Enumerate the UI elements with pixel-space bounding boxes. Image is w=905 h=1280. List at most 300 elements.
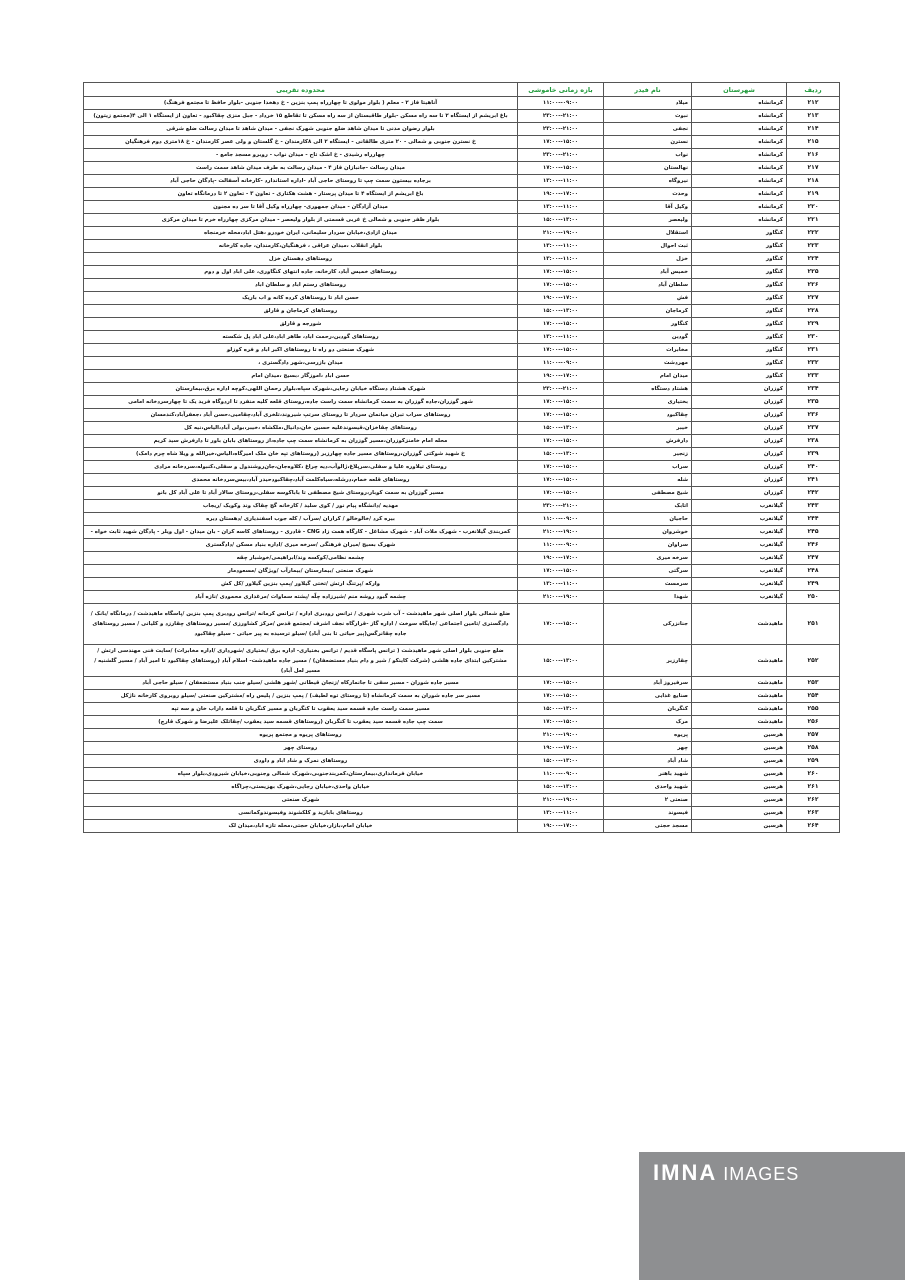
outage-time-cell: ۱۵:۰۰--۱۷:۰۰ — [518, 690, 604, 703]
table-row — [84, 214, 840, 227]
area-cell: شهرک صنعتی — [84, 794, 518, 807]
feeder-name-cell: مهردشت — [604, 357, 692, 370]
area-cell: باغ ابریشم از ایستگاه ۲ تا سه راه مسکن -بلوار طاقبستان از سه راه مسکن تا تقاطع ۱۵ خرداد - جبل منزی چقاکبود - تعاون از ایستگاه ۱ الی ۴(مجتمع زیتون) — [84, 110, 518, 123]
feeder-name-cell: چقارزبر — [604, 645, 692, 677]
table-row — [84, 357, 840, 370]
row-number-cell: ۲۱۴ — [787, 123, 840, 136]
outage-time-cell: ۱۱:۰۰--۱۳:۰۰ — [518, 578, 604, 591]
area-cell: روستای چهر — [84, 742, 518, 755]
table-row — [84, 318, 840, 331]
table-row — [84, 526, 840, 539]
area-cell: شهرک صنعتی /بیمارستان /بیمارآب /ویژگان /مسعودمار — [84, 565, 518, 578]
city-cell: کرمانشاه — [692, 136, 787, 149]
area-cell: روستاهای دهستان خزل — [84, 253, 518, 266]
outage-time-cell: ۱۳:۰۰--۱۵:۰۰ — [518, 703, 604, 716]
table-row — [84, 448, 840, 461]
city-cell: گیلانغرب — [692, 526, 787, 539]
outage-time-cell: ۱۳:۰۰--۱۵:۰۰ — [518, 305, 604, 318]
feeder-name-cell: پریوه — [604, 729, 692, 742]
city-cell: کوزران — [692, 487, 787, 500]
table-row — [84, 690, 840, 703]
outage-time-cell: ۲۱:۰۰--۲۳:۰۰ — [518, 110, 604, 123]
area-cell: خیابان واحدی،خیابان رجایی،شهرک بهزیستی،چراگاه — [84, 781, 518, 794]
city-cell: ماهیدشت — [692, 703, 787, 716]
area-cell: چشمه نظامی/کوکسه وند/ابراهیمی/خوشبار چقه — [84, 552, 518, 565]
city-cell: کرمانشاه — [692, 175, 787, 188]
row-number-cell: ۲۳۴ — [787, 383, 840, 396]
city-cell: ماهیدشت — [692, 716, 787, 729]
outage-time-cell: ۱۵:۰۰--۱۷:۰۰ — [518, 279, 604, 292]
row-number-cell: ۲۵۲ — [787, 645, 840, 677]
city-cell: کنگاور — [692, 253, 787, 266]
row-number-cell: ۲۶۳ — [787, 807, 840, 820]
feeder-name-cell: سراب — [604, 461, 692, 474]
outage-time-cell: ۰۹:۰۰--۱۱:۰۰ — [518, 97, 604, 110]
city-cell: کوزران — [692, 461, 787, 474]
outage-time-cell: ۲۱:۰۰--۲۳:۰۰ — [518, 500, 604, 513]
table-row — [84, 266, 840, 279]
row-number-cell: ۲۴۹ — [787, 578, 840, 591]
row-number-cell: ۲۲۸ — [787, 305, 840, 318]
feeder-name-cell: میلاد — [604, 97, 692, 110]
area-cell: مسیر سمت راست جاده قسمه سید یعقوب تا کنگربان و مسیر کنگربان تا قلعه داراب خان و سه تپه — [84, 703, 518, 716]
row-number-cell: ۲۴۰ — [787, 461, 840, 474]
area-cell: کمربندی گیلانغرب - شهرک ملات آباد - شهرک مشاغل - کارگاه همت زاد CNG - قادری - روستاهای کاسه کران - بان میدان - اول ویلر - پادگان شهید ثابت خواه - — [84, 526, 518, 539]
table-row — [84, 513, 840, 526]
row-number-cell: ۲۴۵ — [787, 526, 840, 539]
outage-time-cell: ۱۷:۰۰--۱۹:۰۰ — [518, 552, 604, 565]
row-number-cell: ۲۲۹ — [787, 318, 840, 331]
outage-time-cell: ۲۱:۰۰--۲۳:۰۰ — [518, 149, 604, 162]
area-cell: بلوار ظفر جنوبی و شمالی خ غربی قسمتی از بلوار ولیعصر - میدان مرکزی چهارراه خرم تا میدان مرکزی — [84, 214, 518, 227]
table-row — [84, 645, 840, 677]
feeder-name-cell: سراوان — [604, 539, 692, 552]
row-number-cell: ۲۲۲ — [787, 227, 840, 240]
area-cell: ضلع جنوبی بلوار اصلی شهر ماهیدشت ( ترانس پاسگاه قدیم / ترانس بختیاری- اداره برق /بختیاری /شهرداری /اداره مخابرات) /سایت فنی مهندسی ارتش / مشترکین ابتدای جاده هلشی (شرکت کاینکو / شیر و دام بنیاد مستضعفان) / مسیر جاده ماهیدشت- اسلام آباد (روستاهای چقاکبود تا امیر آباد / مسیر گلشنیه / مسیر لعل آباد) — [84, 645, 518, 677]
row-number-cell: ۲۱۵ — [787, 136, 840, 149]
row-number-cell: ۲۱۸ — [787, 175, 840, 188]
outage-time-cell: ۱۱:۰۰--۱۳:۰۰ — [518, 807, 604, 820]
area-cell: وارکه /پرتنگ ارتش /تختی گیلاور /پمپ بنزین گیلاور /کل کش — [84, 578, 518, 591]
outage-time-cell: ۱۳:۰۰--۱۵:۰۰ — [518, 422, 604, 435]
table-row — [84, 677, 840, 690]
area-cell: خ شهید شوکتی گوزران،روستاهای مسیر جاده چهارزبر (روستاهای تپه خان ملک امیرگاه،الیاس،خیرالله و ویلا شاه چرم دامک) — [84, 448, 518, 461]
feeder-name-cell: شهید باهنر — [604, 768, 692, 781]
table-row — [84, 409, 840, 422]
row-number-cell: ۲۴۴ — [787, 513, 840, 526]
table-row — [84, 305, 840, 318]
city-cell: کوزران — [692, 409, 787, 422]
feeder-name-cell: فش — [604, 292, 692, 305]
city-cell: کنگاور — [692, 240, 787, 253]
area-cell: روستاهای رستم اباد و سلطان اباد — [84, 279, 518, 292]
feeder-name-cell: خمیس آباد — [604, 266, 692, 279]
outage-time-cell: ۱۵:۰۰--۱۷:۰۰ — [518, 266, 604, 279]
row-number-cell: ۲۳۶ — [787, 409, 840, 422]
watermark-suffix: IMAGES — [723, 1164, 800, 1184]
area-cell: چشمه گبود روشه منم /شیرزاده چلّه /پشته سماوات /مرغداری محمودی /نازه آباد — [84, 591, 518, 604]
city-cell: کوزران — [692, 396, 787, 409]
outage-time-cell: ۱۹:۰۰--۲۱:۰۰ — [518, 729, 604, 742]
area-cell: بیره کرد /خالوخالو / کراران /سرآب / کله جوب اسفندیاری /دهستان دیره — [84, 513, 518, 526]
table-row — [84, 162, 840, 175]
row-number-cell: ۲۶۴ — [787, 820, 840, 833]
row-number-cell: ۲۳۷ — [787, 422, 840, 435]
feeder-name-cell: جنانزرکی — [604, 604, 692, 645]
feeder-name-cell: سرگتی — [604, 565, 692, 578]
feeder-name-cell: چهر — [604, 742, 692, 755]
feeder-name-cell: خوشروان — [604, 526, 692, 539]
table-row — [84, 820, 840, 833]
table-row — [84, 539, 840, 552]
row-number-cell: ۲۱۲ — [787, 97, 840, 110]
row-number-cell: ۲۱۶ — [787, 149, 840, 162]
row-number-cell: ۲۶۱ — [787, 781, 840, 794]
header-row — [84, 83, 840, 97]
feeder-name-cell: شله — [604, 474, 692, 487]
outage-time-cell: ۱۳:۰۰--۱۵:۰۰ — [518, 781, 604, 794]
feeder-name-cell: سرفیروز آباد — [604, 677, 692, 690]
city-cell: ماهیدشت — [692, 645, 787, 677]
area-cell: روستاهای خمیس آباد، کارخانه، جاده انتهای کنگاوری، علی اباد اول و دوم — [84, 266, 518, 279]
table-row — [84, 370, 840, 383]
row-number-cell: ۲۵۸ — [787, 742, 840, 755]
outage-time-cell: ۱۵:۰۰--۱۷:۰۰ — [518, 487, 604, 500]
outage-time-cell: ۰۹:۰۰--۱۱:۰۰ — [518, 768, 604, 781]
feeder-name-cell: فیسوند — [604, 807, 692, 820]
row-number-cell: ۲۴۷ — [787, 552, 840, 565]
row-number-cell: ۲۵۷ — [787, 729, 840, 742]
row-number-cell: ۲۶۲ — [787, 794, 840, 807]
outage-time-cell: ۱۵:۰۰--۱۷:۰۰ — [518, 565, 604, 578]
feeder-name-cell: هشتاد دستگاه — [604, 383, 692, 396]
table-row — [84, 123, 840, 136]
feeder-name-cell: حاجیان — [604, 513, 692, 526]
outage-time-cell: ۱۹:۰۰--۲۱:۰۰ — [518, 794, 604, 807]
row-number-cell: ۲۵۴ — [787, 690, 840, 703]
outage-time-cell: ۱۵:۰۰--۱۷:۰۰ — [518, 435, 604, 448]
city-cell: هرسین — [692, 781, 787, 794]
header-feeder-name: نام فیدر — [604, 83, 692, 97]
city-cell: گیلانغرب — [692, 565, 787, 578]
table-row — [84, 422, 840, 435]
table-row — [84, 552, 840, 565]
city-cell: کرمانشاه — [692, 188, 787, 201]
table-row — [84, 474, 840, 487]
table-row — [84, 703, 840, 716]
outage-schedule-sheet — [83, 82, 839, 833]
feeder-name-cell: نیروگاه — [604, 175, 692, 188]
feeder-name-cell: ولیعصر — [604, 214, 692, 227]
table-row — [84, 591, 840, 604]
city-cell: کنگاور — [692, 370, 787, 383]
row-number-cell: ۲۱۷ — [787, 162, 840, 175]
outage-time-cell: ۱۵:۰۰--۱۷:۰۰ — [518, 461, 604, 474]
feeder-name-cell: کنگاور — [604, 318, 692, 331]
table-row — [84, 487, 840, 500]
table-row — [84, 175, 840, 188]
outage-time-cell: ۱۱:۰۰--۱۳:۰۰ — [518, 175, 604, 188]
table-row — [84, 383, 840, 396]
header-city: شهرستان — [692, 83, 787, 97]
table-row — [84, 716, 840, 729]
table-row — [84, 435, 840, 448]
area-cell: روستاهای سراب تبران میانمان سردار تا روستای سرتپ شیروند،تلخری آباد،چقامیی،حسن آباد ،جعفرآباد،کندمسان — [84, 409, 518, 422]
city-cell: کرمانشاه — [692, 162, 787, 175]
table-row — [84, 253, 840, 266]
outage-time-cell: ۱۷:۰۰--۱۹:۰۰ — [518, 742, 604, 755]
area-cell: مسیر جاده شوران - مسیر سقی تا جانمارکاه /زنجان قیطانی /شهر هلشی /سیلو جنب بنیاد مستضعفان / سیلو حاجی آباد — [84, 677, 518, 690]
feeder-name-cell: شاد آباد — [604, 755, 692, 768]
city-cell: هرسین — [692, 820, 787, 833]
feeder-name-cell: شهدا — [604, 591, 692, 604]
row-number-cell: ۲۲۶ — [787, 279, 840, 292]
area-cell: میدان ازادی،خیابان سردار سلیمانی، ایران خودرو ،هتل اباد،محله خرمنجاه — [84, 227, 518, 240]
city-cell: کنگاور — [692, 305, 787, 318]
outage-time-cell: ۱۵:۰۰--۱۷:۰۰ — [518, 396, 604, 409]
city-cell: گیلانغرب — [692, 591, 787, 604]
outage-time-cell: ۱۱:۰۰--۱۳:۰۰ — [518, 253, 604, 266]
feeder-name-cell: کرماجان — [604, 305, 692, 318]
table-row — [84, 149, 840, 162]
watermark-brand: IMNA — [653, 1160, 718, 1185]
city-cell: کرمانشاه — [692, 201, 787, 214]
area-cell: خ نسترن جنوبی و شمالی - ۲۰ متری طالقانی - ایستگاه ۲ الی ۸کارمندان - خ گلستان و ولی عصر کارمندان - خ ۱۸متری دوم فرهنگیان — [84, 136, 518, 149]
city-cell: کرمانشاه — [692, 149, 787, 162]
row-number-cell: ۲۳۰ — [787, 331, 840, 344]
feeder-name-cell: نواب — [604, 149, 692, 162]
outage-time-cell: ۰۹:۰۰--۱۱:۰۰ — [518, 539, 604, 552]
city-cell: کنگاور — [692, 357, 787, 370]
table-row — [84, 396, 840, 409]
outage-time-cell: ۱۳:۰۰--۱۵:۰۰ — [518, 755, 604, 768]
row-number-cell: ۲۵۰ — [787, 591, 840, 604]
feeder-name-cell: نجفی — [604, 123, 692, 136]
feeder-name-cell: میدان امام — [604, 370, 692, 383]
city-cell: کنگاور — [692, 227, 787, 240]
outage-time-cell: ۱۹:۰۰--۲۱:۰۰ — [518, 227, 604, 240]
city-cell: کرمانشاه — [692, 123, 787, 136]
table-row — [84, 807, 840, 820]
feeder-name-cell: مخابرات — [604, 344, 692, 357]
outage-time-cell: ۲۱:۰۰--۲۳:۰۰ — [518, 123, 604, 136]
outage-time-cell: ۱۷:۰۰--۱۹:۰۰ — [518, 188, 604, 201]
row-number-cell: ۲۲۷ — [787, 292, 840, 305]
header-outage-time: بازه زمانی خاموشی — [518, 83, 604, 97]
area-cell: بلوار انقلاب ،میدان عراقی ، فرهنگیان،کارمندان، جاده کارخانه — [84, 240, 518, 253]
area-cell: روستاهای کرماجان و قارلق — [84, 305, 518, 318]
outage-time-cell: ۱۵:۰۰--۱۷:۰۰ — [518, 677, 604, 690]
outage-time-cell: ۱۳:۰۰--۱۵:۰۰ — [518, 214, 604, 227]
feeder-name-cell: شیخ مصطفی — [604, 487, 692, 500]
row-number-cell: ۲۴۱ — [787, 474, 840, 487]
outage-time-cell: ۱۵:۰۰--۱۷:۰۰ — [518, 344, 604, 357]
row-number-cell: ۲۱۹ — [787, 188, 840, 201]
table-row — [84, 768, 840, 781]
table-row — [84, 201, 840, 214]
feeder-name-cell: چقاکبود — [604, 409, 692, 422]
watermark-logo — [653, 1160, 799, 1186]
city-cell: هرسین — [692, 807, 787, 820]
city-cell: کرمانشاه — [692, 110, 787, 123]
outage-time-cell: ۱۱:۰۰--۱۳:۰۰ — [518, 331, 604, 344]
outage-time-cell: ۱۱:۰۰--۱۳:۰۰ — [518, 201, 604, 214]
outage-time-cell: ۱۵:۰۰--۱۷:۰۰ — [518, 474, 604, 487]
area-cell: شورجه و قارلق — [84, 318, 518, 331]
row-number-cell: ۲۳۹ — [787, 448, 840, 461]
area-cell: روستاهای قلعه خمام،درشله،سیاه‌کلمت آباد،چقاکبودحیدر آباد،بیس‌سردخانه محمدی — [84, 474, 518, 487]
city-cell: هرسین — [692, 755, 787, 768]
area-cell: میدان بازرسی،شهر دادگستری ، — [84, 357, 518, 370]
imna-images-watermark — [639, 1152, 905, 1280]
city-cell: هرسین — [692, 768, 787, 781]
feeder-name-cell: بختیاری — [604, 396, 692, 409]
row-number-cell: ۲۴۳ — [787, 500, 840, 513]
row-number-cell: ۲۴۶ — [787, 539, 840, 552]
feeder-name-cell: نسترن — [604, 136, 692, 149]
city-cell: کنگاور — [692, 279, 787, 292]
feeder-name-cell: وحدت — [604, 188, 692, 201]
area-cell: سمت چپ جاده قسمه سید یعقوب تا کنگربان (روستاهای قسمه سید یعقوب /چقاتلک علیرضا و شهرک قارچ) — [84, 716, 518, 729]
row-number-cell: ۲۵۵ — [787, 703, 840, 716]
area-cell: محله امام خامنزکوزران،مسیر گوزران به کرمانشاه سمت چپ جاده،از روستاهای بابان باور تا دارفرش سید کریم — [84, 435, 518, 448]
outage-time-cell: ۱۵:۰۰--۱۷:۰۰ — [518, 604, 604, 645]
feeder-name-cell: کنگربان — [604, 703, 692, 716]
outage-time-cell: ۱۹:۰۰--۲۱:۰۰ — [518, 591, 604, 604]
city-cell: کرمانشاه — [692, 214, 787, 227]
feeder-name-cell: مرک — [604, 716, 692, 729]
table-row — [84, 500, 840, 513]
outage-time-cell: ۱۱:۰۰--۱۳:۰۰ — [518, 240, 604, 253]
row-number-cell: ۲۵۶ — [787, 716, 840, 729]
area-cell: روستاهای بابازید و کلکشوند وفیسوندوکمانسی — [84, 807, 518, 820]
feeder-name-cell: شهید واحدی — [604, 781, 692, 794]
header-area: محدوده تقریبی — [84, 83, 518, 97]
area-cell: روستاهای چقاخزان،قیسوندعلیه حسین خان،دانیال،ملکشاه ،خیبر،بولی آباد،الیاس،نیه کل — [84, 422, 518, 435]
city-cell: کنگاور — [692, 318, 787, 331]
feeder-name-cell: ثبت احوال — [604, 240, 692, 253]
area-cell: ضلع شمالی بلوار اصلی شهر ماهیدشت - آب شرب شهری / ترانس رودبری اداره / ترانس کرمانه /ترانس رودبری پمپ بنزین /پاسگاه ماهیدشت / درمانگاه /بانک /دادگستری /تامین اجتماعی /جایگاه سوخت / اداره گاز -قرارگاه نجف اشرف /مجتمع قدس /مرکز کشاورزی /مسیر روستاهای چقارزد و کلیانی / مسیر روستاهای جاده چقانرگس(پیر حیاتی تا بنی آباد) /سیلو ترسیده به پیر حیاتی - سیلو چقاکبود — [84, 604, 518, 645]
area-cell: باغ ابریشم از ایستگاه ۴ تا میدان پرستار - هشت هکتاری - تعاون ۳ - تعاون ۲ تا درمانگاه تعاون — [84, 188, 518, 201]
header-row-number: ردیف — [787, 83, 840, 97]
row-number-cell: ۲۴۸ — [787, 565, 840, 578]
city-cell: گیلانغرب — [692, 500, 787, 513]
area-cell: حسن اباد ،اموزگار ،بسیج ،میدان امام — [84, 370, 518, 383]
area-cell: برجاده بیستون سمت چپ تا روستای حاجی آباد -اداره استاندارد -کارخانه آسفالت -پادگان حاجی آباد — [84, 175, 518, 188]
city-cell: کنگاور — [692, 344, 787, 357]
area-cell: مهدیه /دانشگاه پیام نور / کوی سلید / کارخانه گچ چقاک وند وکویک /ریجاب — [84, 500, 518, 513]
feeder-name-cell: سلطان آباد — [604, 279, 692, 292]
table-row — [84, 729, 840, 742]
table-row — [84, 240, 840, 253]
outage-table — [83, 82, 840, 833]
city-cell: کوزران — [692, 435, 787, 448]
table-row — [84, 742, 840, 755]
row-number-cell: ۲۳۲ — [787, 357, 840, 370]
feeder-name-cell: زنجیر — [604, 448, 692, 461]
outage-time-cell: ۱۹:۰۰--۲۱:۰۰ — [518, 526, 604, 539]
outage-time-cell: ۱۵:۰۰--۱۷:۰۰ — [518, 136, 604, 149]
city-cell: گیلانغرب — [692, 552, 787, 565]
feeder-name-cell: صنعتی ۲ — [604, 794, 692, 807]
city-cell: هرسین — [692, 794, 787, 807]
area-cell: مسیر گوزران به سمت کوبار،روستای شیخ مصطفی تا باباکوسه سفلی،روستای سالار آباد تا علی آباد کل بانو — [84, 487, 518, 500]
feeder-name-cell: خیبر — [604, 422, 692, 435]
city-cell: گیلانغرب — [692, 539, 787, 552]
outage-time-cell: ۲۱:۰۰--۲۳:۰۰ — [518, 383, 604, 396]
outage-time-cell: ۱۵:۰۰--۱۷:۰۰ — [518, 162, 604, 175]
area-cell: مسیر سر جاده شوران به سمت کرمانشاه (تا روستای توه لطیف) / پمپ بنزین / پلیس راه /مشترکین صنعتی /سیلو روبروی کارخانه ناژکل — [84, 690, 518, 703]
row-number-cell: ۲۲۱ — [787, 214, 840, 227]
area-cell: خیابان امام،بازار،خیابان حجتی،محله تازه اباد،میدان لک — [84, 820, 518, 833]
area-cell: شهرک بسیج /میران فرهنگی /سرخه میری /اداره بنیاد مسکن /دادگستری — [84, 539, 518, 552]
table-row — [84, 331, 840, 344]
feeder-name-cell: دارفرش — [604, 435, 692, 448]
table-row — [84, 97, 840, 110]
feeder-name-cell: صنایع غذایی — [604, 690, 692, 703]
city-cell: ماهیدشت — [692, 677, 787, 690]
outage-time-cell: ۰۹:۰۰--۱۱:۰۰ — [518, 357, 604, 370]
row-number-cell: ۲۶۰ — [787, 768, 840, 781]
row-number-cell: ۲۳۸ — [787, 435, 840, 448]
outage-time-cell: ۱۷:۰۰--۱۹:۰۰ — [518, 820, 604, 833]
table-row — [84, 279, 840, 292]
city-cell: ماهیدشت — [692, 690, 787, 703]
city-cell: گیلانغرب — [692, 513, 787, 526]
feeder-name-cell: استقلال — [604, 227, 692, 240]
city-cell: کنگاور — [692, 266, 787, 279]
outage-time-cell: ۱۷:۰۰--۱۹:۰۰ — [518, 370, 604, 383]
table-row — [84, 136, 840, 149]
area-cell: شهرک صنعتی دو راه تا روستاهای اکبر اباد و فره کوزلو — [84, 344, 518, 357]
feeder-name-cell: سرخه میری — [604, 552, 692, 565]
table-row — [84, 755, 840, 768]
table-row — [84, 110, 840, 123]
outage-time-cell: ۱۵:۰۰--۱۷:۰۰ — [518, 318, 604, 331]
table-row — [84, 565, 840, 578]
feeder-name-cell: اتابک — [604, 500, 692, 513]
city-cell: هرسین — [692, 729, 787, 742]
row-number-cell: ۲۳۵ — [787, 396, 840, 409]
area-cell: روستاهای پریوه و مجتمع پریوه — [84, 729, 518, 742]
row-number-cell: ۲۲۴ — [787, 253, 840, 266]
row-number-cell: ۲۵۹ — [787, 755, 840, 768]
feeder-name-cell: وکیل آقا — [604, 201, 692, 214]
city-cell: کنگاور — [692, 331, 787, 344]
area-cell: روستای تیلاوره علیا و سفلی،سرپلاغ،ژالوآب،دیه چراغ ،کلاوه‌جان،جان‌روشندول و سفلی،کنبوله،سردخانه مرادی — [84, 461, 518, 474]
outage-time-cell: ۰۹:۰۰--۱۱:۰۰ — [518, 513, 604, 526]
table-row — [84, 578, 840, 591]
area-cell: میدان آزادگان - میدان جمهوری- چهارراه وکیل آقا تا سر ده مجنون — [84, 201, 518, 214]
row-number-cell: ۲۳۳ — [787, 370, 840, 383]
area-cell: خیابان فرمانداری،بیمارستان،کمربندجنوبی،شهرک شمالی وجنوبی،خیابان شیرودی،بلوار سپاه — [84, 768, 518, 781]
feeder-name-cell: خزل — [604, 253, 692, 266]
city-cell: کوزران — [692, 422, 787, 435]
row-number-cell: ۲۲۰ — [787, 201, 840, 214]
area-cell: بلوار رضوان مدنی تا میدان شاهد ضلع جنوبی شهرک نجفی - میدان شاهد تا میدان رسالت ضلع شرقی — [84, 123, 518, 136]
area-cell: حسن اباد تا روستاهای کرده کانه و اب باریک — [84, 292, 518, 305]
feeder-name-cell: نبوت — [604, 110, 692, 123]
area-cell: آناهیتا فاز ۲ - معلم ( بلوار مولوی تا چهارراه پمپ بنزین - خ دهخدا جنوبی -بلوار حافظ تا مجتمع فرهنگ) — [84, 97, 518, 110]
area-cell: چهارراه رشیدی - خ اشک تاج - میدان نواب - روبرو مسجد جامع - — [84, 149, 518, 162]
row-number-cell: ۲۵۳ — [787, 677, 840, 690]
feeder-name-cell: نهالستان — [604, 162, 692, 175]
city-cell: کرمانشاه — [692, 97, 787, 110]
area-cell: شهرک هشتاد دستگاه خیابان رجایی،شهرک سپاه،بلوار رحمان اللهی،کوچه اداره برق،بیمارستان — [84, 383, 518, 396]
table-row — [84, 781, 840, 794]
table-row — [84, 461, 840, 474]
feeder-name-cell: گودین — [604, 331, 692, 344]
